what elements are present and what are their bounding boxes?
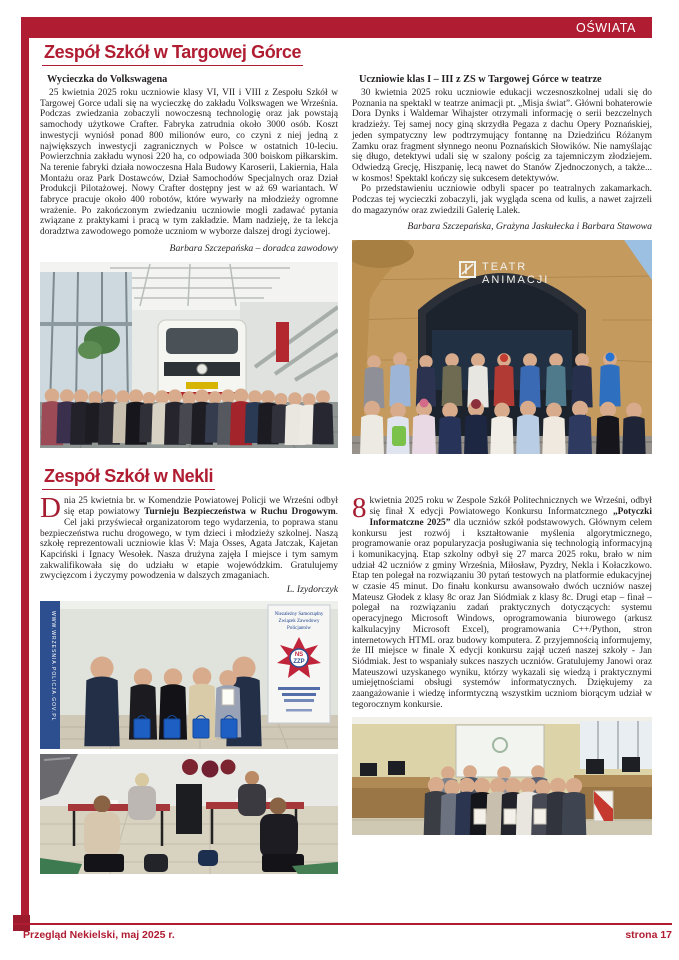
article-police-tournament bbox=[40, 492, 338, 874]
svg-text:NS: NS bbox=[294, 652, 304, 659]
photo-exam-room bbox=[40, 754, 338, 874]
page-content bbox=[40, 42, 652, 874]
section-kicker: OŚWIATA bbox=[576, 20, 636, 35]
article-theater bbox=[352, 72, 652, 454]
photo-vw-factory-group bbox=[40, 262, 338, 448]
contest-group bbox=[424, 776, 587, 834]
footer-page-number: strona 17 bbox=[625, 929, 672, 941]
photo-computer-lab bbox=[352, 717, 652, 835]
article-body: 30 kwietnia 2025 roku uczniowie edukacji wczesnoszkolnej udali się do Poznania na spektakl w teatrze animacji pt. „Misja świat”. Główni bohaterowie Dora Dynks i Waldemar Wihajster otrzymali informację o serii bezczelnych kradzieży. Tej samej nocy giną skrzydła Pegaza z dachu Opery Poznańskiej, jeden sympatyczny lew podtrzymujący fontannę na Dziedzińcu Różanym Zamku oraz fragment słynnego neonu Poznańskich Słowików. Nie namyślając się długo, detektywi udali się w szalony pościg za tajemniczym złodziejem. Odwiedzą Grecję, Hiszpanię, lecą nawet do Stanów Zjednoczonych, a także... w kosmos! Spektakl kończy się sukcesem detektywów. bbox=[352, 88, 652, 184]
article-author: L. Izydorczyk bbox=[286, 584, 338, 596]
article-body: 25 kwietnia 2025 roku uczniowie klasy VI, VII i VIII z Zespołu Szkół w Targowej Gorce udali się na wycieczkę do zakładu Volkswagen we Września. Podczas zwiedzania zobaczyli nowoczesną technologię oraz jak powstają samochody użytkowe Crafter. Fabryka zatrudnia około 3000 osób. Koszt inwestycji wyniósł ponad 800 milionów euro, co czyni z niej jedną z największych inwestycji zagranicznych w Polsce w ostatnich 10-leciu. Powierzchnia zakładu wynosi 220 ha, co odpowiada 300 boiskom piłkarskim. Na terenie fabryki działa nowoczesna Hala Budowy Karoserii, Lakiernia, Hala Montażu oraz Park Dostawców, Dział Samochodów Specjalnych oraz Dział Produkcji Pilotażowej. Nowy Crafter dostępny jest w aż 69 wariantach. W fabryce pracuje około 400 robotów, które wywarły na młodzieży ogromne wrażenie. Po zakończonym zwiedzaniu uczniowie mogli zadawać pytania związane z praktykami i pracą w tym zakładzie. Mam nadzieję, że ta lekcja doradztwa zawodowego pomoże uczniom w wyborze dalszej drogi życiowej. bbox=[40, 88, 338, 238]
article-author: Barbara Szczepańska – doradca zawodowy bbox=[169, 242, 338, 254]
svg-text:Policjantów: Policjantów bbox=[287, 626, 311, 632]
section1-title: Zespół Szkół w Targowej Górce bbox=[42, 42, 303, 66]
svg-text:Niezależny Samorządny: Niezależny Samorządny bbox=[274, 612, 324, 618]
article-heading: Wycieczka do Volkswagena bbox=[47, 74, 168, 85]
photo-police-award bbox=[40, 601, 338, 749]
footer-issue: Przegląd Nekielski, maj 2025 r. bbox=[23, 929, 175, 941]
drop-cap: 8 bbox=[352, 492, 367, 525]
students-group bbox=[41, 388, 334, 445]
svg-text:ZZP: ZZP bbox=[293, 659, 305, 666]
police-union-banner bbox=[268, 605, 330, 723]
left-red-stripe bbox=[21, 17, 29, 918]
section2-columns bbox=[40, 492, 652, 874]
kids-front-row bbox=[360, 399, 646, 455]
article-volkswagen bbox=[40, 72, 338, 454]
svg-text:ANIMACJI: ANIMACJI bbox=[482, 274, 550, 287]
drop-cap: D bbox=[40, 492, 61, 525]
article-body: Po przedstawieniu uczniowie odbyli spacer po teatralnych zakamarkach. Podczas tej wycieczki zobaczyli, jak wygląda scena od kulis, a nawet zajrzeli do magazynów oraz zwiedzili Galerię Lalek. bbox=[352, 184, 652, 216]
article-heading: Uczniowie klas I – III z ZS w Targowej Górce w teatrze bbox=[359, 74, 602, 85]
page-header-bar bbox=[21, 17, 652, 38]
section2 bbox=[40, 466, 652, 874]
software-box bbox=[594, 791, 613, 821]
article-it-contest bbox=[352, 492, 652, 874]
article-body: Dnia 25 kwietnia br. w Komendzie Powiatowej Policji we Wrześni odbył się etap powiatowy Turnieju Bezpieczeństwa w Ruchu Drogowym. Cel jaki przyświecał organizatorom tego wydarzenia, to poprawa stanu bezpieczeństwa ruchu drogowego, w tym dzieci i młodzieży szkolnej. Naszą szkołę reprezentowali uczniowie klas V: Maja Osses, Agata Jatczak, Kajetan Kapciński i Ignacy Wesołek. Nasza drużyna zajęła I miejsce i tym samym zakwalifikowała się do udziału w etapie wojewódzkim. Gratulujemy zwycięzcom i życzymy powodzenia w dalszych zmaganiach. bbox=[40, 492, 338, 582]
section1-columns bbox=[40, 72, 652, 454]
police-website-banner bbox=[40, 601, 60, 749]
svg-text:TEATR: TEATR bbox=[482, 261, 528, 274]
svg-text:WWW.WRZESNIA.POLICJA.GOV.PL: WWW.WRZESNIA.POLICJA.GOV.PL bbox=[50, 611, 56, 722]
svg-text:Związek Zawodowy: Związek Zawodowy bbox=[278, 619, 320, 625]
footer-rule bbox=[13, 923, 672, 925]
section2-title: Zespół Szkół w Nekli bbox=[42, 466, 215, 490]
article-body: 8 kwietnia 2025 roku w Zespole Szkół Politechnicznych we Wrześni, odbył się finał X edycji Powiatowego Konkursu Informatcznego „Potyczki Informatczne 2025” dla uczniów szkół podstawowych. Głównym celem konkursu jest rozwój i kształtowanie myślenia algorytmicznego, programowanie oraz popularyzacja posługiwania się technologią informacyjną i komunikacyjną. Etap szkolny odbył się 27 marca 2025 roku, brało w nim udział 42 uczniów z gminy Września, Miłosław, Pyzdry, Nekla i Kołaczkowo. Etap ten polegał na rozwiązaniu 30 pytań testowych na platformie edukacyjnej w czasie 45 minut. Do finału konkursu awansowało dwóch uczniów naszej Mateusz Głodek z klasy 8c oraz Jan Siódmiak z klasy 8c. Drugi etap – finał – polegał na rozwiązaniu zadań praktycznych dotyczących: systemu operacyjnego Microsoft Windows, oprogramowania biurowego (arkusz kalkulacyjny Microsoft Excel), programowania C++/Python, stron internetowych HTML oraz budowy komputera. Z przyjemnością informujemy, że III miejsce w finale X edycji konkursu zajął uczeń naszej szkoły - Jan Siódmiak. Jest to wspaniały sukces naszych uczniów. Gratulujemy Janowi oraz Mateuszowi uzyskanego wyniku, którzy wykazali się wiedzą i praktycznymi umiejętnościami obsługi systemów informatycznych. Dziękujemy za zaangażowanie i wiedzę informtyczną wszystkim uczniom biorącym udział w tegorocznym konkursie. bbox=[352, 492, 652, 710]
article-author: Barbara Szczepańska, Grażyna Jaskułecka i Barbara Stawowa bbox=[407, 221, 652, 233]
red-poster bbox=[276, 322, 289, 362]
photo-theater-group bbox=[352, 240, 652, 454]
